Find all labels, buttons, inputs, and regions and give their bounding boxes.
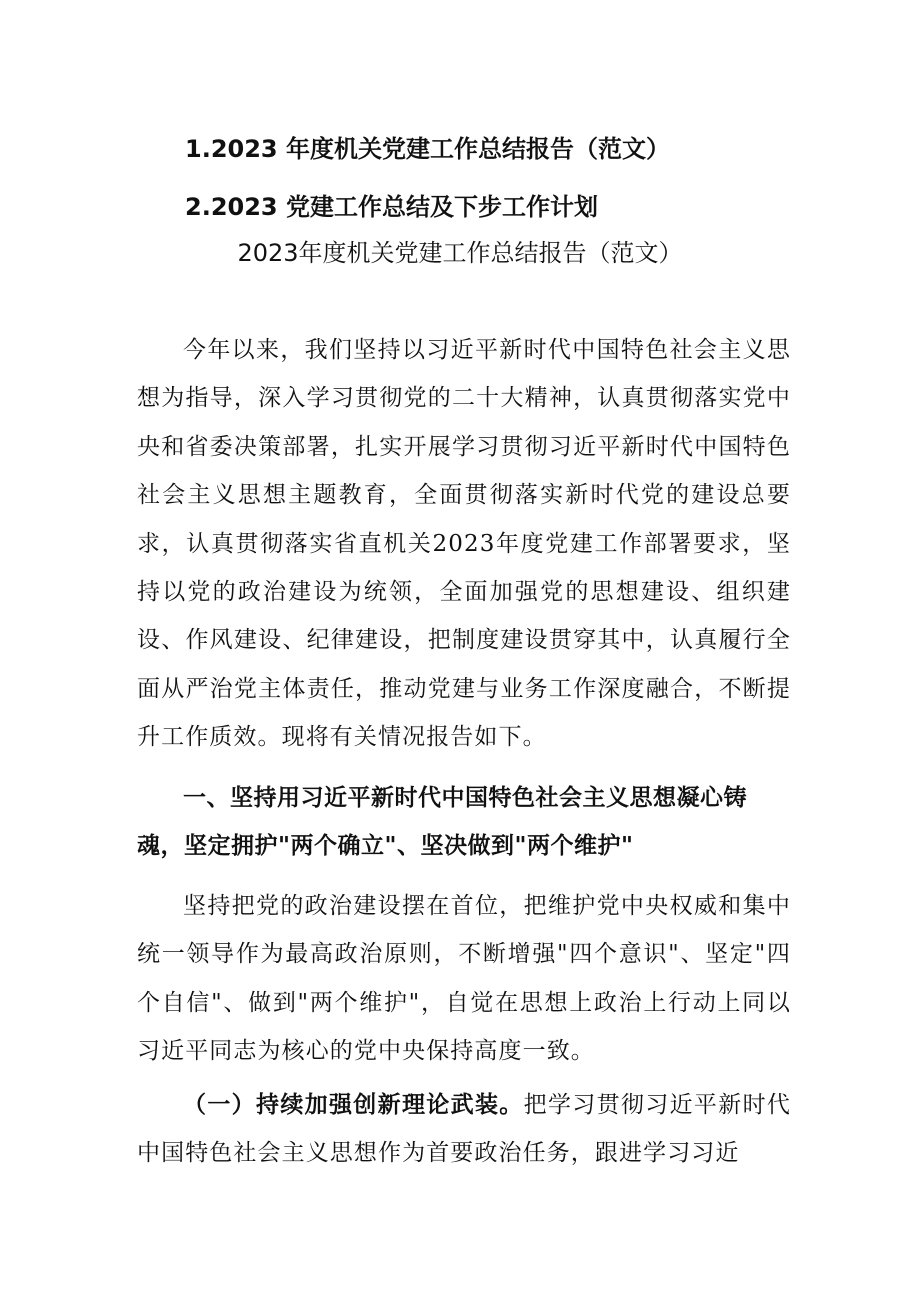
section-1-heading-block <box>137 774 791 870</box>
intro-paragraph: 今年以来，我们坚持以习近平新时代中国特色社会主义思想为指导，深入学习贯彻党的二十大精神，认真贯彻落实党中央和省委决策部署，扎实开展学习贯彻习近平新时代中国特色社会主义思想主题教育，全面贯彻落实新时代党的建设总要求，认真贯彻落实省直机关2023年度党建工作部署要求，坚持以党的政治建设为统领，全面加强党的思想建设、组织建设、作风建设、纪律建设，把制度建设贯穿其中，认真履行全面从严治党主体责任，推动党建与业务工作深度融合，不断提升工作质效。现将有关情况报告如下。 <box>137 337 791 751</box>
intro-block <box>137 326 791 762</box>
toc-item-1: 1.2023 年度机关党建工作总结报告（范文） <box>185 135 670 163</box>
document-title: 2023年度机关党建工作总结报告（范文） <box>237 239 683 267</box>
section-1-heading: 一、坚持用习近平新时代中国特色社会主义思想凝心铸魂，坚定拥护"两个确立"、坚决做到"两个维护" <box>137 785 747 859</box>
subsection-1-block <box>137 1081 791 1178</box>
subsection-1-paragraph <box>137 1081 791 1178</box>
subsection-1-lead: （一）持续加强创新理论武装。 <box>183 1092 524 1118</box>
table-of-contents <box>185 120 785 236</box>
section-1-paragraph: 坚持把党的政治建设摆在首位，把维护党中央权威和集中统一领导作为最高政治原则，不断增强"四个意识"、坚定"四个自信"、做到"两个维护"，自觉在思想上政治上行动上同以习近平同志为核心的党中央保持高度一致。 <box>137 893 791 1065</box>
toc-item-2: 2.2023 党建工作总结及下步工作计划 <box>185 193 598 221</box>
section-1-paragraph-block <box>137 882 791 1076</box>
subsection-1-text: 把学习贯彻习近平新时代中国特色社会主义思想作为首要政治任务，跟进学习习近 <box>137 1092 791 1167</box>
